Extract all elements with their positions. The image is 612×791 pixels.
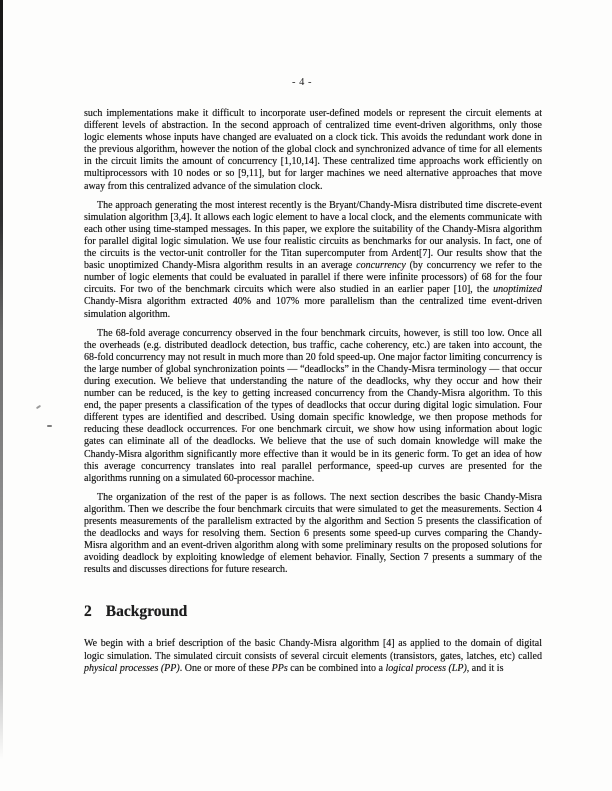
paragraph [84, 638, 542, 674]
text-segment: We begin with a brief description of the basic Chandy-Misra algorithm [4] as applied to the domain of digital logic simulation. The simulated circuit consists of several circuit elements (transistors, gates, latches, etc) called [84, 638, 542, 662]
page-number: - 4 - [292, 77, 312, 88]
paragraph [84, 108, 542, 193]
paragraph [84, 492, 542, 577]
document-body [84, 108, 542, 682]
section-title: Background [105, 603, 188, 621]
italic-text-segment: PPs [271, 662, 288, 674]
paragraph [84, 328, 542, 485]
text-segment: (by concurrency we refer to the number of logic elements that could be evaluated in parallel if there were infinite processors) of 68 for the four circuits. For two of the benchmark circuits which were also studied in an earlier paper [10], the [84, 260, 542, 296]
text-segment: Chandy-Misra algorithm extracted 40% and 107% more parallelism than the centralized time event-driven simulation algorithm. [84, 296, 542, 320]
section-number: 2 [84, 603, 92, 621]
text-segment: The 68-fold average concurrency observed in the four benchmark circuits, however, is still too low. Once all the overheads (e.g. distributed deadlock detection, bus traffic, cache coherency, etc.) are taken into account, the 68-fold concurrency may not result in much more than 20 fold speed-up. One major factor limiting concurrency is the large number of global synchronization points — “deadlocks” in the Chandy-Misra terminology — that occur during execution. We believe that understanding the nature of the deadlocks, why they occur and how their number can be reduced, is the key to getting increased concurrency from the Chandy-Misra algorithm. To this end, the paper presents a classification of the types of deadlocks that occur during digital logic simulation. Four different types are identified and described. Using domain specific knowledge, we then propose methods for reducing these deadlock occurrences. For one benchmark circuit, we show how using information about logic gates can eliminate all of the deadlocks. We believe that the use of such domain knowledge will make the Chandy-Misra algorithm significantly more effective than it would be in its generic form. To get an idea of how this average concurrency translates into real parallel performance, speed-up curves are presented for the algorithms running on a simulated 60-processor machine. [84, 327, 542, 484]
text-segment: , and it is [466, 662, 504, 674]
italic-text-segment: logical process (LP) [385, 662, 467, 674]
text-segment: can be combined into a [287, 662, 386, 674]
italic-text-segment: unoptimized [493, 284, 542, 296]
text-segment: . One or more of these [179, 662, 272, 674]
paragraph [84, 200, 542, 321]
italic-text-segment: physical processes (PP) [84, 662, 180, 674]
scan-speck [47, 425, 52, 427]
section-heading [84, 603, 542, 621]
scan-left-edge-artifact [0, 0, 3, 791]
italic-text-segment: concurrency [356, 260, 406, 272]
text-segment: such implementations make it difficult to incorporate user-defined models or represent the circuit elements at different levels of abstraction. In the second approach of centralized time event-driven algorithms, only those logic elements whose inputs have changed are evaluated on a clock tick. This avoids the redundant work done in the previous algorithm, however the notion of the global clock and synchronized advance of time for all elements in the circuit limits the amount of concurrency [1,10,14]. These centralized time approachs work efficiently on multiprocessors with 10 nodes or so [9,11], but for larger machines we need alternative approaches that move away from this centralized advance of the simulation clock. [84, 108, 542, 192]
text-segment: The approach generating the most interest recently is the Bryant/Chandy-Misra distributed time discrete-event simulation algorithm [3,4]. It allows each logic element to have a local clock, and the elements communicate with each other using time-stamped messages. In this paper, we explore the suitability of the Chandy-Misra algorithm for parallel digital logic simulation. We use four realistic circuits as benchmarks for our analysis. In fact, one of the circuits is the vector-unit controller for the Titan supercomputer from Ardent[7]. Our results show that the basic unoptimized Chandy-Misra algorithm results in an average [84, 199, 542, 272]
scan-speck [36, 405, 41, 410]
text-segment: The organization of the rest of the paper is as follows. The next section describes the basic Chandy-Misra algorithm. Then we describe the four benchmark circuits that were simulated to get the measurements. Section 4 presents measurements of the parallelism extracted by the algorithm and Section 5 presents the classification of the deadlocks and ways for resolving them. Section 6 presents some speed-up curves comparing the Chandy-Misra algorithm and an event-driven algorithm along with some preliminary results on the proposed solutions for avoiding deadlock by exploiting knowledge of element behavior. Finally, Section 7 presents a summary of the results and discusses directions for future research. [84, 491, 542, 576]
